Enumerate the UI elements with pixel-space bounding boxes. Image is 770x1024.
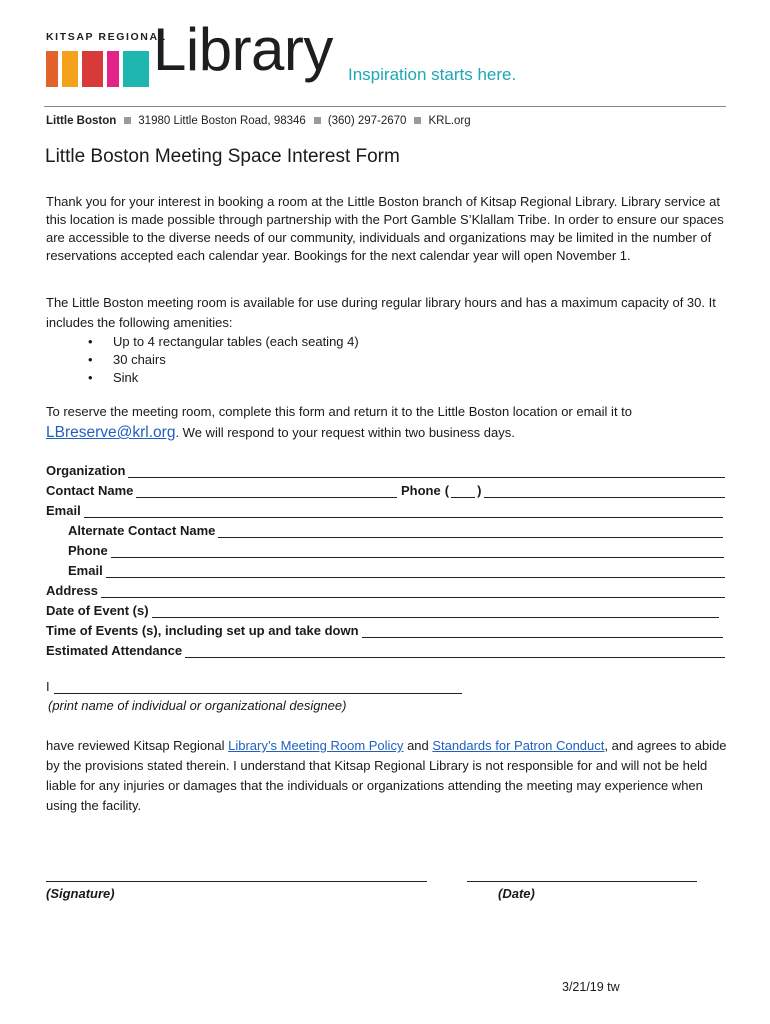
organization-field[interactable] (46, 460, 725, 478)
signature-input-line[interactable] (46, 881, 427, 882)
patron-conduct-link[interactable]: Standards for Patron Conduct (432, 738, 605, 753)
contact-name-input-line[interactable] (136, 484, 397, 498)
alt-contact-name-label: Alternate Contact Name (68, 523, 216, 538)
alt-email-input-line[interactable] (106, 564, 725, 578)
area-code-input-line[interactable] (451, 484, 475, 498)
branch-address: 31980 Little Boston Road, 98346 (138, 115, 306, 127)
branch-name: Little Boston (46, 115, 117, 127)
agreement-text-2: and (403, 738, 433, 753)
email-input-line[interactable] (84, 504, 723, 518)
agreement-text-1: have reviewed Kitsap Regional (46, 738, 229, 753)
estimated-attendance-field[interactable] (46, 640, 725, 658)
square-bullet-icon (124, 117, 131, 124)
krl-logo (44, 16, 564, 102)
email-field[interactable] (46, 500, 723, 518)
phone-field[interactable] (401, 480, 725, 498)
signature-label: (Signature) (46, 886, 115, 901)
phone-label: Phone (401, 483, 441, 498)
amenities-list (88, 333, 359, 387)
address-label: Address (46, 583, 99, 598)
alt-phone-field[interactable] (68, 540, 724, 558)
date-of-event-input-line[interactable] (152, 604, 719, 618)
phone-paren-open: ( (444, 483, 450, 498)
form-title: Little Boston Meeting Space Interest Form (45, 146, 400, 167)
contact-name-label: Contact Name (46, 483, 134, 498)
room-info-paragraph: The Little Boston meeting room is available for use during regular library hours and has a maximum capacity of 30. It includes the following amenities: (46, 295, 716, 330)
estimated-attendance-label: Estimated Attendance (46, 643, 183, 658)
agreement-text-3: , and agrees to abide by the provisions stated therein. I understand that Kitsap Regional Library is not responsible for and will not be held liable for any injuries or damages that the individuals or organizations attending the meeting may experience when using the facility. (46, 738, 727, 813)
print-name-input-line[interactable] (54, 680, 462, 694)
logo-kitsap-regional: KITSAP REGIONAL (46, 31, 167, 43)
date-input-line[interactable] (467, 881, 697, 882)
phone-input-line[interactable] (484, 484, 725, 498)
date-of-event-field[interactable] (46, 600, 719, 618)
contact-name-field[interactable] (46, 480, 397, 498)
logo-bar-orange (46, 51, 58, 87)
reserve-email-link[interactable]: LBreserve@krl.org (46, 424, 176, 441)
intro-paragraph: Thank you for your interest in booking a room at the Little Boston branch of Kitsap Regional Library. Library service at this location is made possible through partnership with the Port Gamble S’Klallam Tribe. In order to ensure our spaces are accessible to the diverse needs of our community, individuals and organizations may be limited in the number of reservations accepted each calendar year. Bookings for the next calendar year will open November 1. (46, 194, 724, 263)
estimated-attendance-input-line[interactable] (185, 644, 725, 658)
print-name-field[interactable] (46, 679, 462, 694)
date-of-event-label: Date of Event (s) (46, 603, 149, 618)
revision-date: 3/21/19 tw (562, 980, 620, 994)
print-name-caption: (print name of individual or organizational designee) (48, 698, 347, 713)
logo-tagline: Inspiration starts here. (348, 65, 517, 84)
alt-phone-input-line[interactable] (111, 544, 724, 558)
amenity-item: • Up to 4 rectangular tables (each seating 4) (88, 333, 359, 351)
i-label: I (46, 679, 50, 694)
date-label: (Date) (498, 886, 535, 901)
branch-phone: (360) 297-2670 (327, 115, 407, 127)
alt-phone-label: Phone (68, 543, 108, 558)
email-label: Email (46, 503, 81, 518)
square-bullet-icon (314, 117, 321, 124)
alt-email-field[interactable] (68, 560, 725, 578)
agreement-paragraph (46, 736, 736, 816)
organization-input-line[interactable] (128, 464, 725, 478)
reserve-text-after: . We will respond to your request within two business days. (175, 425, 515, 440)
header-divider (44, 106, 726, 107)
alt-email-label: Email (68, 563, 103, 578)
logo-bar-pink (107, 51, 119, 87)
square-bullet-icon (414, 117, 421, 124)
address-field[interactable] (46, 580, 725, 598)
logo-bar-yellow (62, 51, 78, 87)
amenity-item: • Sink (88, 369, 359, 387)
phone-label-group (401, 483, 481, 498)
time-of-events-input-line[interactable] (362, 624, 723, 638)
alt-contact-name-field[interactable] (68, 520, 723, 538)
organization-label: Organization (46, 463, 126, 478)
branch-website: KRL.org (428, 115, 471, 127)
address-input-line[interactable] (101, 584, 725, 598)
phone-paren-close: ) (477, 483, 482, 498)
time-of-events-field[interactable] (46, 620, 723, 638)
amenity-item: • 30 chairs (88, 351, 359, 369)
meeting-room-policy-link[interactable]: Library’s Meeting Room Policy (228, 738, 404, 753)
logo-library-word: Library (153, 16, 333, 83)
logo-bar-red (82, 51, 103, 87)
reserve-text-before: To reserve the meeting room, complete this form and return it to the Little Boston location or email it to (46, 404, 633, 419)
branch-contact-line (46, 115, 471, 127)
alt-contact-name-input-line[interactable] (218, 524, 723, 538)
time-of-events-label: Time of Events (s), including set up and take down (46, 623, 359, 638)
logo-bar-teal (123, 51, 149, 87)
reserve-paragraph (46, 401, 736, 443)
